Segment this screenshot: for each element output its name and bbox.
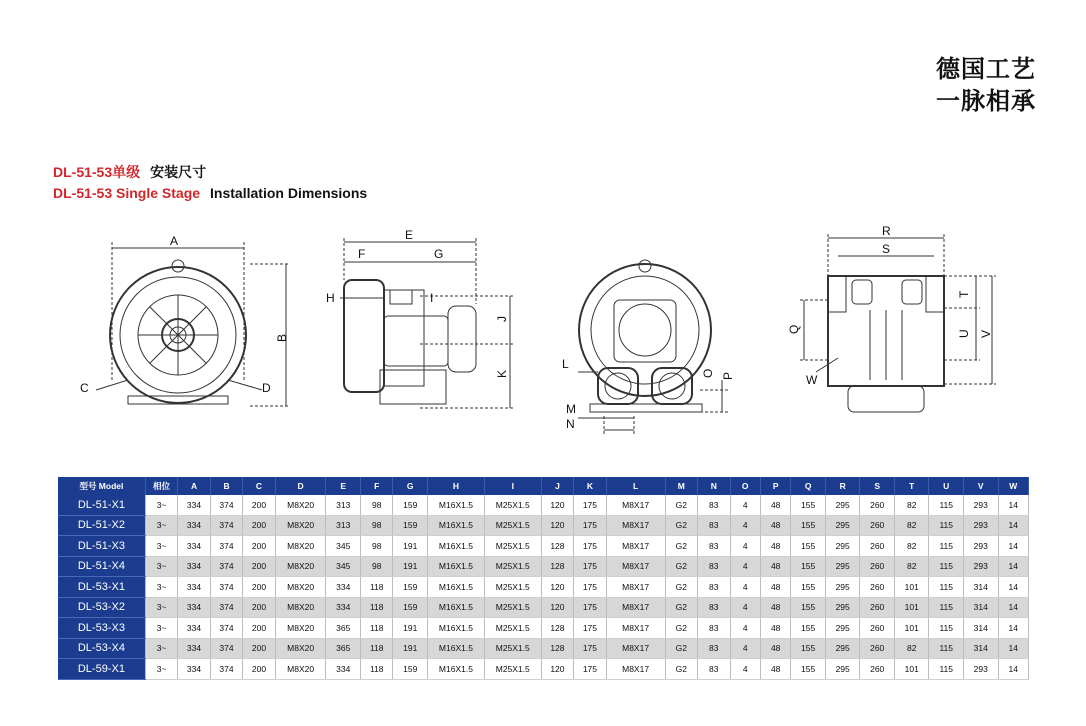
table-cell: 115 [929,597,964,618]
table-cell: 334 [178,638,210,659]
label-q: Q [787,324,801,334]
table-cell: 374 [210,638,242,659]
table-cell: 3~ [145,618,177,639]
top-view-drawing [800,234,996,412]
table-cell: 82 [894,556,929,577]
table-cell: 82 [894,495,929,515]
table-cell: 120 [541,495,573,515]
table-header-cell: U [929,477,964,495]
rear-view-drawing [578,260,728,434]
table-header-cell: S [860,477,895,495]
label-v: V [979,329,993,338]
dimension-drawings [0,220,1086,450]
table-cell: 83 [698,659,730,680]
label-g: G [434,247,444,261]
table-header-cell: 型号 Model [58,477,145,495]
table-cell: 314 [963,577,998,598]
slogan [936,53,1036,117]
label-n: N [566,417,575,431]
table-cell: M16X1.5 [428,515,485,536]
table-cell: 191 [393,618,428,639]
table-cell: M16X1.5 [428,556,485,577]
table-cell: 118 [361,638,393,659]
label-k: K [495,369,509,378]
label-r: R [882,224,891,238]
table-cell: G2 [665,577,697,598]
table-cell: 200 [243,515,275,536]
table-cell: 83 [698,638,730,659]
title-en-text: Installation Dimensions [210,185,368,201]
table-cell: M8X20 [275,597,326,618]
table-cell: 295 [825,536,860,557]
table-row [58,618,1029,639]
table-cell: 293 [963,556,998,577]
table-cell: M16X1.5 [428,659,485,680]
table-cell: M8X17 [606,659,665,680]
table-cell: 115 [929,536,964,557]
table-cell: M8X20 [275,638,326,659]
table-cell: 4 [730,495,760,515]
table-cell: 14 [998,556,1029,577]
table-cell: 260 [860,495,895,515]
table-cell: 101 [894,597,929,618]
table-cell: 313 [326,515,361,536]
table-cell: 295 [825,556,860,577]
table-cell: 14 [998,659,1029,680]
table-cell: M16X1.5 [428,536,485,557]
table-cell: M8X17 [606,536,665,557]
table-cell: 260 [860,597,895,618]
table-cell: 14 [998,536,1029,557]
table-cell: 48 [760,618,790,639]
table-cell: 128 [541,638,573,659]
slogan-line-1: 德国工艺 [936,55,1036,83]
table-cell: 191 [393,638,428,659]
table-cell: M8X17 [606,515,665,536]
table-cell: 374 [210,495,242,515]
table-cell: 155 [791,638,826,659]
table-cell: 260 [860,618,895,639]
table-cell: 128 [541,556,573,577]
table-model-cell: DL-59-X1 [58,659,145,680]
table-cell: 14 [998,597,1029,618]
table-cell: 260 [860,556,895,577]
table-cell: 334 [326,577,361,598]
table-cell: 260 [860,659,895,680]
table-model-cell: DL-51-X3 [58,536,145,557]
table-model-cell: DL-53-X4 [58,638,145,659]
label-c: C [80,381,89,395]
table-cell: 48 [760,495,790,515]
table-cell: M25X1.5 [484,577,541,598]
table-cell: 191 [393,536,428,557]
table-cell: 115 [929,638,964,659]
table-cell: 200 [243,597,275,618]
table-cell: 293 [963,659,998,680]
table-cell: 14 [998,495,1029,515]
table-cell: 314 [963,597,998,618]
table-cell: G2 [665,638,697,659]
table-cell: 83 [698,536,730,557]
table-cell: 3~ [145,536,177,557]
table-cell: G2 [665,618,697,639]
table-model-cell: DL-51-X4 [58,556,145,577]
table-cell: 159 [393,495,428,515]
table-model-cell: DL-53-X2 [58,597,145,618]
table-cell: 175 [574,638,606,659]
table-cell: M8X20 [275,577,326,598]
table-cell: 374 [210,556,242,577]
dimensions-table [58,477,1029,680]
table-cell: 175 [574,597,606,618]
table-cell: 334 [178,577,210,598]
table-cell: 82 [894,638,929,659]
table-header-cell: O [730,477,760,495]
table-cell: 175 [574,536,606,557]
label-s: S [882,242,891,256]
table-cell: G2 [665,515,697,536]
table-cell: 83 [698,618,730,639]
table-cell: 48 [760,597,790,618]
table-cell: 200 [243,577,275,598]
table-cell: 334 [178,515,210,536]
table-cell: 260 [860,536,895,557]
table-cell: 260 [860,638,895,659]
table-cell: M25X1.5 [484,556,541,577]
table-cell: M8X17 [606,577,665,598]
table-cell: M25X1.5 [484,659,541,680]
table-header-cell: C [243,477,275,495]
table-cell: G2 [665,597,697,618]
table-cell: M25X1.5 [484,638,541,659]
table-cell: M16X1.5 [428,638,485,659]
table-cell: M8X17 [606,638,665,659]
table-cell: 14 [998,515,1029,536]
slogan-line-2: 一脉相承 [936,87,1036,115]
table-row [58,515,1029,536]
table-cell: 118 [361,597,393,618]
table-header-cell: T [894,477,929,495]
table-cell: 295 [825,659,860,680]
table-cell: 3~ [145,597,177,618]
table-cell: 48 [760,536,790,557]
label-f: F [358,247,366,261]
table-cell: 295 [825,495,860,515]
table-row [58,659,1029,680]
table-header-cell: P [760,477,790,495]
table-cell: 48 [760,577,790,598]
table-cell: 83 [698,577,730,598]
table-cell: 334 [178,618,210,639]
table-cell: 14 [998,577,1029,598]
table-cell: 4 [730,597,760,618]
table-cell: 374 [210,597,242,618]
label-j: J [495,316,509,322]
table-cell: 128 [541,618,573,639]
table-cell: M25X1.5 [484,495,541,515]
table-cell: G2 [665,659,697,680]
table-cell: 3~ [145,638,177,659]
table-cell: 155 [791,536,826,557]
table-row [58,597,1029,618]
table-header-cell: L [606,477,665,495]
table-cell: M8X20 [275,495,326,515]
table-header-cell: Q [791,477,826,495]
table-header-cell: 相位 [145,477,177,495]
table-cell: 48 [760,659,790,680]
table-cell: M16X1.5 [428,577,485,598]
table-cell: 175 [574,515,606,536]
table-cell: M16X1.5 [428,495,485,515]
table-cell: 48 [760,556,790,577]
table-cell: 118 [361,577,393,598]
table-cell: 260 [860,515,895,536]
table-cell: 155 [791,556,826,577]
table-header-cell: J [541,477,573,495]
table-cell: 14 [998,618,1029,639]
table-cell: 128 [541,536,573,557]
table-cell: 83 [698,556,730,577]
table-cell: 3~ [145,577,177,598]
table-cell: 14 [998,638,1029,659]
title-cn [53,162,206,182]
table-cell: 334 [178,495,210,515]
table-model-cell: DL-51-X1 [58,495,145,515]
table-cell: 82 [894,536,929,557]
table-cell: 200 [243,638,275,659]
table-cell: M8X20 [275,659,326,680]
table-model-cell: DL-53-X3 [58,618,145,639]
table-cell: 374 [210,515,242,536]
table-cell: 191 [393,556,428,577]
table-body [58,495,1029,679]
table-cell: 155 [791,495,826,515]
table-cell: M8X17 [606,556,665,577]
table-header-cell: A [178,477,210,495]
table-cell: 159 [393,659,428,680]
table-cell: 115 [929,556,964,577]
table-cell: 120 [541,659,573,680]
label-w: W [806,373,818,387]
table-cell: 3~ [145,495,177,515]
table-cell: 155 [791,577,826,598]
table-cell: 4 [730,577,760,598]
table-cell: 4 [730,556,760,577]
table-cell: 115 [929,515,964,536]
table-cell: 101 [894,618,929,639]
table-cell: 155 [791,597,826,618]
table-cell: 4 [730,659,760,680]
table-cell: 374 [210,659,242,680]
table-cell: 155 [791,659,826,680]
table-row [58,638,1029,659]
table-row [58,495,1029,515]
table-cell: 120 [541,597,573,618]
title-cn-text: 安装尺寸 [150,164,207,180]
table-cell: 120 [541,577,573,598]
label-h: H [326,291,335,305]
table-header-row [58,477,1029,495]
table-cell: 115 [929,577,964,598]
table-cell: M25X1.5 [484,618,541,639]
table-cell: 365 [326,618,361,639]
table-cell: 155 [791,515,826,536]
table-cell: M16X1.5 [428,618,485,639]
table-header-cell: K [574,477,606,495]
table-cell: 3~ [145,556,177,577]
label-o: O [701,368,715,378]
front-view-drawing [96,242,290,406]
table-cell: 334 [178,659,210,680]
table-cell: 314 [963,638,998,659]
table-cell: 3~ [145,515,177,536]
table-cell: 295 [825,597,860,618]
table-cell: M8X20 [275,536,326,557]
table-cell: 3~ [145,659,177,680]
table-cell: 295 [825,515,860,536]
table-cell: 120 [541,515,573,536]
table-cell: G2 [665,495,697,515]
table-cell: 200 [243,556,275,577]
table-header-cell: W [998,477,1029,495]
label-i: I [430,291,434,305]
table-header-cell: H [428,477,485,495]
table-header-cell: M [665,477,697,495]
label-b: B [275,333,289,342]
label-p: P [721,371,735,380]
table-cell: 313 [326,495,361,515]
table-cell: G2 [665,556,697,577]
table-cell: 374 [210,577,242,598]
table-cell: 374 [210,536,242,557]
table-cell: M25X1.5 [484,536,541,557]
table-cell: 4 [730,515,760,536]
table-cell: 334 [326,659,361,680]
table-cell: 115 [929,495,964,515]
table-cell: 118 [361,618,393,639]
table-cell: 345 [326,556,361,577]
table-cell: 293 [963,515,998,536]
table-cell: 175 [574,495,606,515]
table-cell: M8X17 [606,597,665,618]
table-cell: 101 [894,659,929,680]
table-model-cell: DL-51-X2 [58,515,145,536]
table-cell: 175 [574,556,606,577]
table-header-cell: R [825,477,860,495]
table-cell: 115 [929,618,964,639]
table-model-cell: DL-53-X1 [58,577,145,598]
title-en [53,185,367,201]
table-header-cell: G [393,477,428,495]
table-cell: 48 [760,515,790,536]
label-t: T [957,290,971,298]
title-en-model: DL-51-53 Single Stage [53,185,201,201]
table-cell: M8X20 [275,515,326,536]
table-cell: 334 [326,597,361,618]
table-cell: 334 [178,536,210,557]
table-cell: M8X20 [275,618,326,639]
table-cell: 83 [698,597,730,618]
table-header-cell: N [698,477,730,495]
table-cell: 200 [243,618,275,639]
table-cell: 82 [894,515,929,536]
table-cell: 295 [825,577,860,598]
table-cell: 200 [243,495,275,515]
label-d: D [262,381,271,395]
table-cell: 115 [929,659,964,680]
table-cell: 365 [326,638,361,659]
table-cell: M8X17 [606,495,665,515]
table-header-cell: B [210,477,242,495]
table-row [58,577,1029,598]
title-cn-model: DL-51-53单级 [53,164,141,180]
table-cell: 374 [210,618,242,639]
table-cell: 175 [574,618,606,639]
table-cell: 4 [730,536,760,557]
table-cell: 295 [825,638,860,659]
table-cell: M16X1.5 [428,597,485,618]
side-view-drawing [340,238,515,408]
table-header-cell: V [963,477,998,495]
table-cell: 200 [243,659,275,680]
table-cell: 4 [730,638,760,659]
table-cell: 83 [698,495,730,515]
table-header-cell: F [361,477,393,495]
label-a: A [170,234,179,248]
table-row [58,556,1029,577]
table-cell: 4 [730,618,760,639]
table-cell: 98 [361,495,393,515]
table-cell: 48 [760,638,790,659]
table-cell: 293 [963,495,998,515]
table-cell: 98 [361,556,393,577]
table-cell: G2 [665,536,697,557]
table-cell: 345 [326,536,361,557]
table-cell: 98 [361,515,393,536]
table-header-cell: D [275,477,326,495]
label-m: M [566,402,576,416]
table-cell: 83 [698,515,730,536]
table-row [58,536,1029,557]
table-cell: M8X17 [606,618,665,639]
table-cell: 334 [178,597,210,618]
table-cell: 260 [860,577,895,598]
table-cell: M8X20 [275,556,326,577]
table-cell: 314 [963,618,998,639]
table-cell: 101 [894,577,929,598]
table-header-cell: E [326,477,361,495]
table-cell: 98 [361,536,393,557]
table-cell: M25X1.5 [484,515,541,536]
table-cell: 175 [574,577,606,598]
table-cell: 200 [243,536,275,557]
table-cell: 175 [574,659,606,680]
table-cell: 118 [361,659,393,680]
table-cell: 334 [178,556,210,577]
table-cell: 155 [791,618,826,639]
label-l: L [562,357,569,371]
label-u: U [957,329,971,338]
table-cell: 159 [393,597,428,618]
table-cell: M25X1.5 [484,597,541,618]
table-cell: 159 [393,515,428,536]
table-cell: 295 [825,618,860,639]
label-e: E [405,228,414,242]
table-header-cell: I [484,477,541,495]
table-cell: 293 [963,536,998,557]
table-cell: 159 [393,577,428,598]
